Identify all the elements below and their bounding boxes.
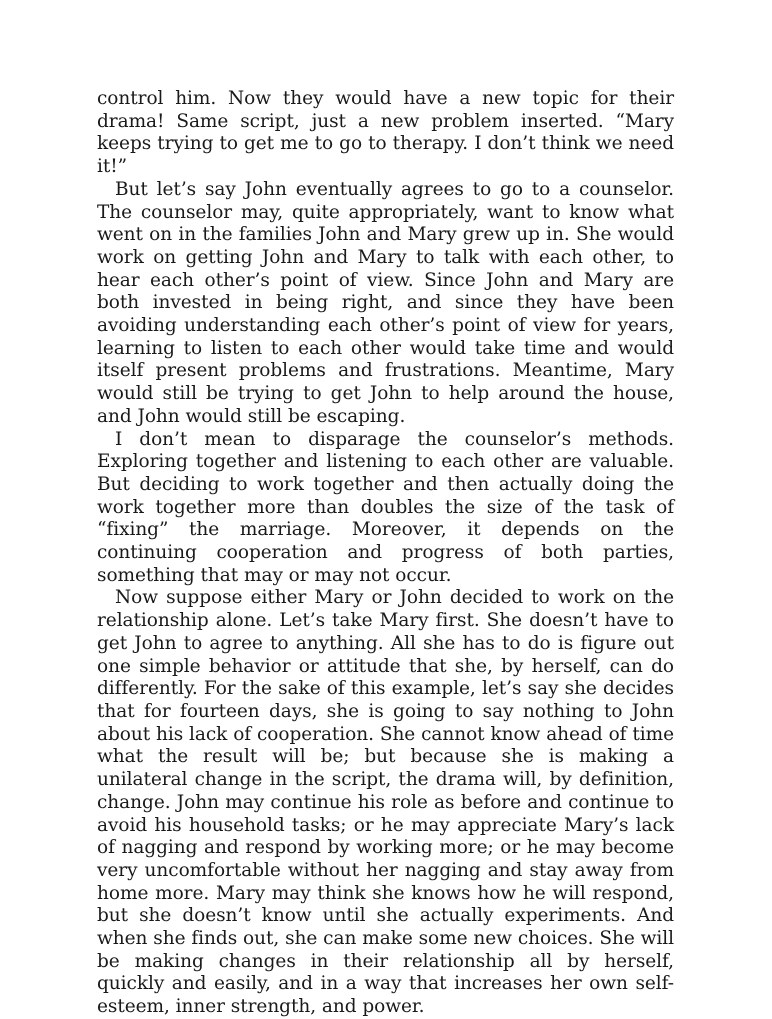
paragraph-methods: I don’t mean to disparage the counselor’s methods. Exploring together and listening to each other are valuable. But deciding to work together and then actually doing the work together more than doubles the size of the task of “fixing” the marriage. Moreover, it depends on the continuing cooperation and progress of both parties, something that may or may not occur. xyxy=(97,428,674,586)
document-page xyxy=(97,88,674,1019)
paragraph-counselor: But let’s say John eventually agrees to go to a counselor. The counselor may, quite appropriately, want to know what went on in the families John and Mary grew up in. She would work on getting John and Mary to talk with each other, to hear each other’s point of view. Since John and Mary are both invested in being right, and since they have been avoiding understanding each other’s point of view for years, learning to listen to each other would take time and would itself present problems and frustrations. Meantime, Mary would still be trying to get John to help around the house, and John would still be escaping. xyxy=(97,178,674,427)
paragraph-continuation: control him. Now they would have a new topic for their drama! Same script, just a new problem inserted. “Mary keeps trying to get me to go to therapy. I don’t think we need it!” xyxy=(97,88,674,178)
paragraph-alone: Now suppose either Mary or John decided to work on the relationship alone. Let’s take Mary first. She doesn’t have to get John to agree to anything. All she has to do is figure out one simple behavior or attitude that she, by herself, can do differently. For the sake of this example, let’s say she decides that for fourteen days, she is going to say nothing to John about his lack of cooperation. She cannot know ahead of time what the result will be; but because she is making a unilateral change in the script, the drama will, by definition, change. John may continue his role as before and continue to avoid his household tasks; or he may appreciate Mary’s lack of nagging and respond by working more; or he may become very uncomfortable without her nagging and stay away from home more. Mary may think she knows how he will respond, but she doesn’t know until she actually experiments. And when she finds out, she can make some new choices. She will be making changes in their relationship all by herself, quickly and easily, and in a way that increases her own self-esteem, inner strength, and power. xyxy=(97,587,674,1018)
